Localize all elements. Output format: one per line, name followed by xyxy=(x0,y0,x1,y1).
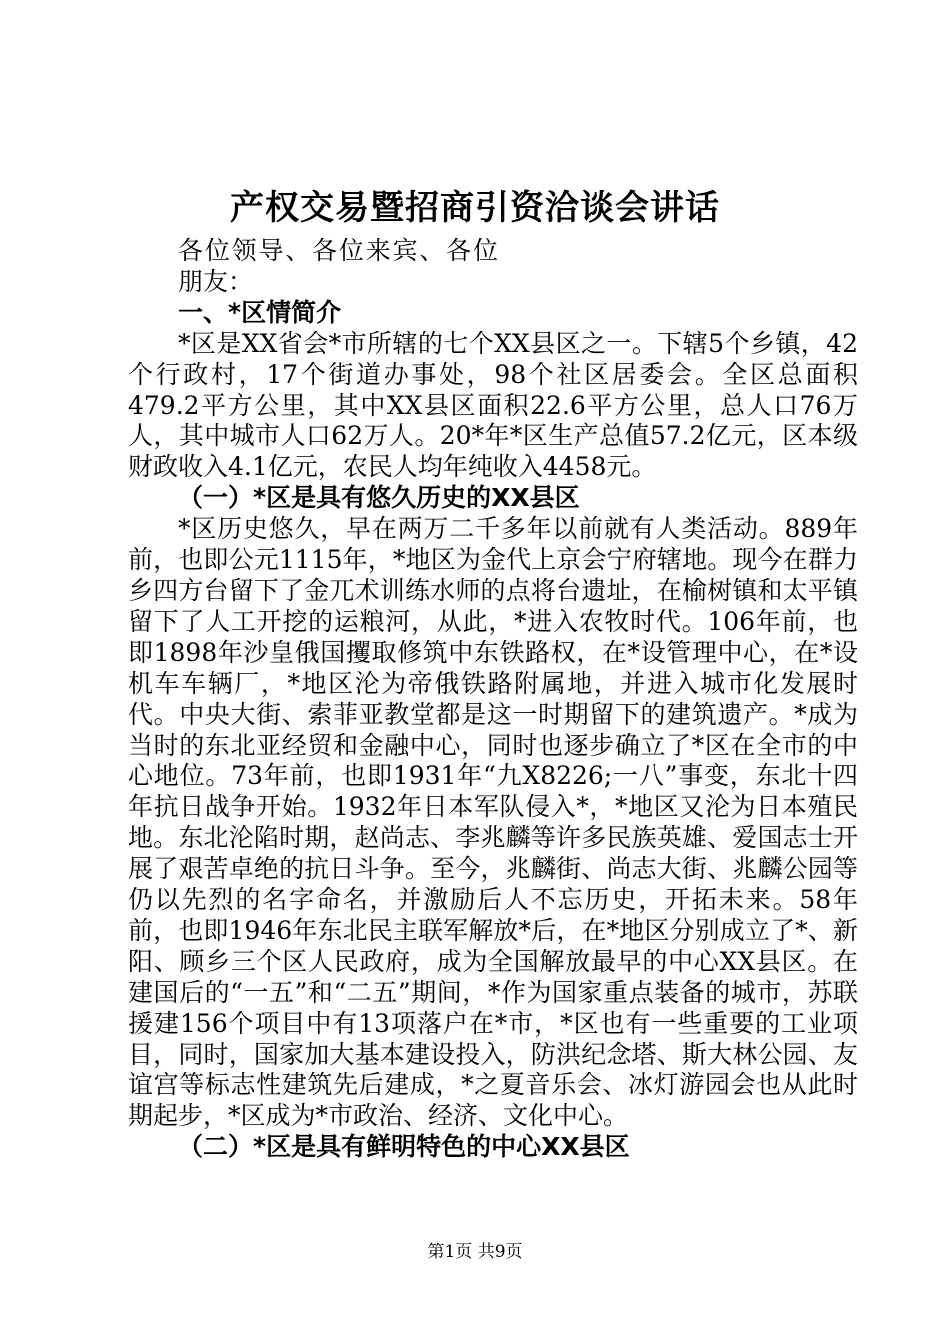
subsection-heading-2: （二）*区是具有鲜明特色的中心XX县区 xyxy=(178,1132,630,1162)
document-title: 产权交易暨招商引资洽谈会讲话 xyxy=(230,188,720,228)
section-1-paragraph: *区是XX省会*市所辖的七个XX县区之一。下辖5个乡镇，42个行政村，17个街道办事处，98个社区居委会。全区总面积479.2平方公里，其中XX县区面积22.6平方公里，总人口76万人，其中城市人口62万人。20*年*区生产总值57.2亿元，区本级财政收入4.1亿元，农民人均年纯收入4458元。 xyxy=(128,328,858,482)
greeting: 各位领导、各位来宾、各位朋友： xyxy=(178,236,498,296)
document-body xyxy=(128,236,858,1163)
subsection-heading-1: （一）*区是具有悠久历史的XX县区 xyxy=(178,483,580,513)
section-heading-1: 一、*区情简介 xyxy=(178,297,342,327)
page-number-footer: 第1页 共9页 xyxy=(427,1242,523,1262)
subsection-1-paragraph: *区历史悠久，早在两万二千多年以前就有人类活动。889年前，也即公元1115年，*地区为金代上京会宁府辖地。现今在群力乡四方台留下了金兀术训练水师的点将台遗址，在榆树镇和太平镇留下了人工开挖的运粮河，从此，*进入农牧时代。106年前，也即1898年沙皇俄国攫取修筑中东铁路权，在*设管理中心，在*设机车车辆厂，*地区沦为帝俄铁路附属地，并进入城市化发展时代。中央大街、索菲亚教堂都是这一时期留下的建筑遗产。*成为当时的东北亚经贸和金融中心，同时也逐步确立了*区在全市的中心地位。73年前，也即1931年“九X8226;一八”事变，东北十四年抗日战争开始。1932年日本军队侵入*，*地区又沦为日本殖民地。东北沦陷时期，赵尚志、李兆麟等许多民族英雄、爱国志士开展了艰苦卓绝的抗日斗争。至今，兆麟街、尚志大街、兆麟公园等仍以先烈的名字命名，并激励后人不忘历史，开拓未来。58年前，也即1946年东北民主联军解放*后，在*地区分别成立了*、新阳、顾乡三个区人民政府，成为全国解放最早的中心XX县区。在建国后的“一五”和“二五”期间，*作为国家重点装备的城市，苏联援建156个项目中有13项落户在*市，*区也有一些重要的工业项目，同时，国家加大基本建设投入，防洪纪念塔、斯大林公园、友谊宫等标志性建筑先后建成，*之夏音乐会、冰灯游园会也从此时期起步，*区成为*市政治、经济、文化中心。 xyxy=(128,514,858,1131)
